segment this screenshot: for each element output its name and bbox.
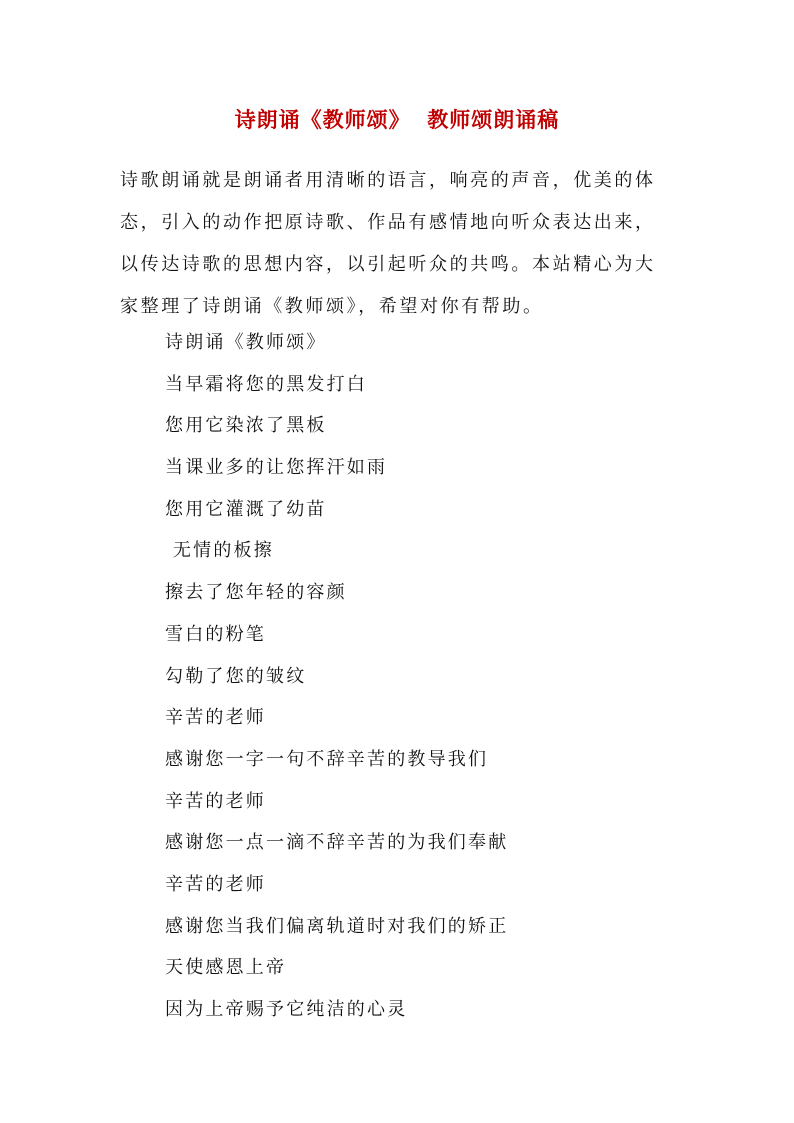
poem-line: 辛苦的老师 bbox=[165, 873, 266, 895]
intro-paragraph bbox=[120, 160, 680, 328]
poem-line: 因为上帝赐予它纯洁的心灵 bbox=[165, 999, 408, 1020]
poem-line: 感谢您当我们偏离轨道时对我们的矫正 bbox=[165, 915, 509, 937]
poem-line: 勾勒了您的皱纹 bbox=[165, 665, 307, 687]
poem-line: 辛苦的老师 bbox=[165, 790, 266, 812]
poem-line: 您用它灌溉了幼苗 bbox=[165, 498, 327, 520]
intro-line: 以传达诗歌的思想内容，以引起听众的共鸣。本站精心为大 bbox=[120, 254, 656, 275]
poem-line: 您用它染浓了黑板 bbox=[165, 415, 327, 437]
poem-line: 感谢您一点一滴不辞辛苦的为我们奉献 bbox=[165, 832, 509, 854]
poem-line: 无情的板擦 bbox=[165, 540, 274, 562]
intro-line: 诗歌朗诵就是朗诵者用清晰的语言，响亮的声音，优美的体 bbox=[120, 170, 656, 191]
document-title: 诗朗诵《教师颂》 教师颂朗诵稿 bbox=[234, 107, 560, 132]
poem-body bbox=[165, 322, 725, 1031]
intro-line: 态，引入的动作把原诗歌、作品有感情地向听众表达出来， bbox=[120, 212, 656, 233]
poem-line: 感谢您一字一句不辞辛苦的教导我们 bbox=[165, 748, 489, 770]
poem-line: 雪白的粉笔 bbox=[165, 623, 266, 645]
poem-line: 天使感恩上帝 bbox=[165, 957, 287, 979]
intro-line: 家整理了诗朗诵《教师颂》，希望对你有帮助。 bbox=[120, 296, 544, 317]
poem-line: 辛苦的老师 bbox=[165, 707, 266, 729]
poem-line: 擦去了您年轻的容颜 bbox=[165, 582, 347, 604]
poem-line: 当早霜将您的黑发打白 bbox=[165, 373, 367, 395]
poem-line: 当课业多的让您挥汗如雨 bbox=[165, 457, 388, 479]
poem-title-line: 诗朗诵《教师颂》 bbox=[165, 332, 327, 353]
